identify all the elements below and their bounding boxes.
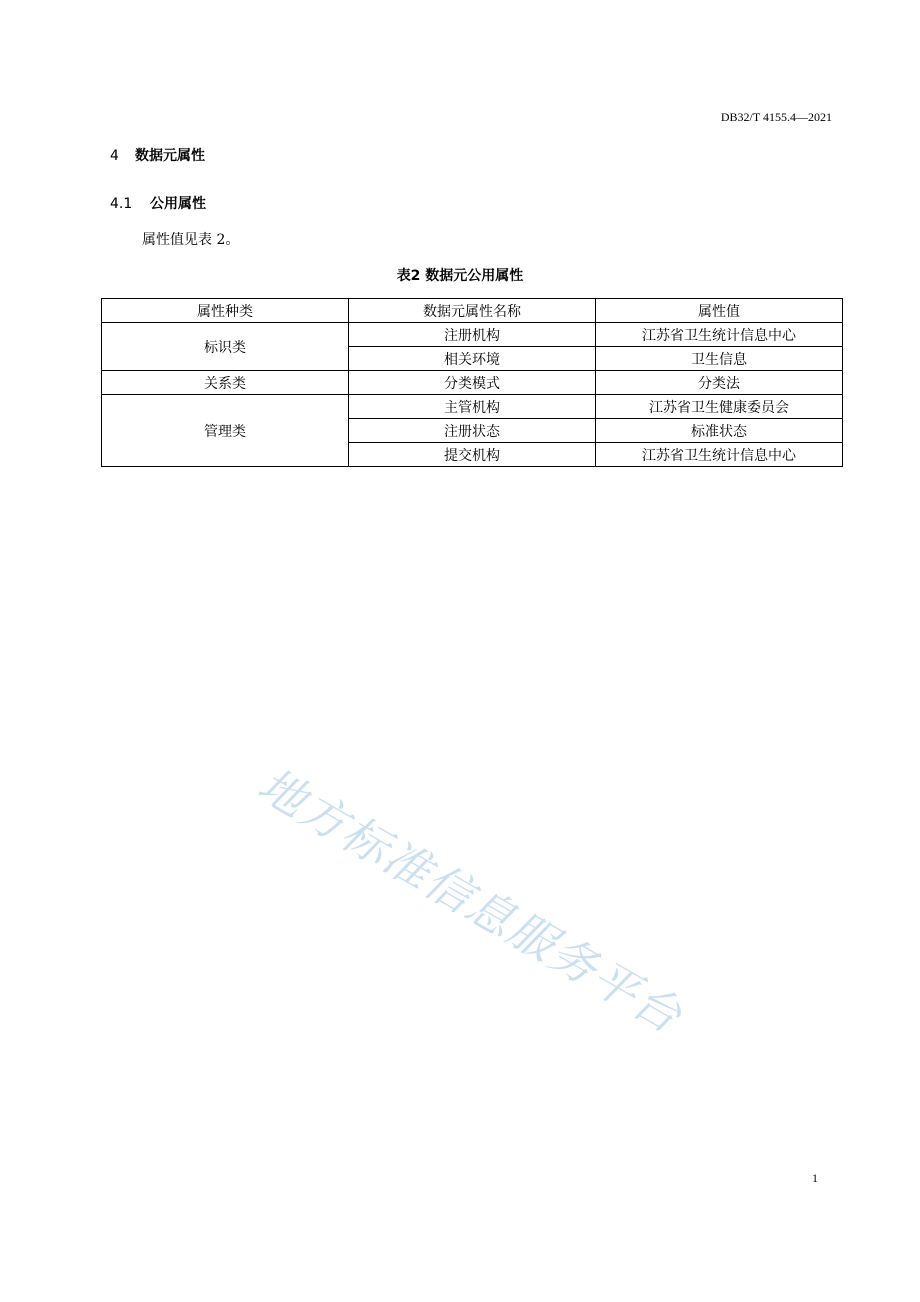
category-cell: 关系类 xyxy=(102,371,349,395)
attribute-value-cell: 卫生信息 xyxy=(596,347,843,371)
section-number: 4 xyxy=(110,148,119,164)
watermark: 地方标准信息服务平台 xyxy=(249,757,692,1044)
table-row xyxy=(102,323,843,347)
attribute-table xyxy=(101,298,843,467)
table-header-row xyxy=(102,299,843,323)
attribute-name-cell: 主管机构 xyxy=(349,395,596,419)
table-row xyxy=(102,395,843,419)
attribute-value-cell: 江苏省卫生健康委员会 xyxy=(596,395,843,419)
subsection-heading xyxy=(110,193,206,213)
table-caption: 表2 数据元公用属性 xyxy=(396,268,524,284)
attribute-name-cell: 相关环境 xyxy=(349,347,596,371)
attribute-value-cell: 分类法 xyxy=(596,371,843,395)
document-code: DB32/T 4155.4—2021 xyxy=(720,110,832,124)
subsection-title: 公用属性 xyxy=(150,196,206,212)
body-paragraph: 属性值见表 2。 xyxy=(142,232,240,248)
page-number: 1 xyxy=(812,1171,818,1185)
attribute-value-cell: 江苏省卫生统计信息中心 xyxy=(596,323,843,347)
header-attribute-value: 属性值 xyxy=(596,299,843,323)
header-category: 属性种类 xyxy=(102,299,349,323)
subsection-number: 4.1 xyxy=(110,196,133,212)
attribute-value-cell: 标准状态 xyxy=(596,419,843,443)
attribute-value-cell: 江苏省卫生统计信息中心 xyxy=(596,443,843,467)
attribute-name-cell: 注册机构 xyxy=(349,323,596,347)
attribute-name-cell: 注册状态 xyxy=(349,419,596,443)
attribute-name-cell: 提交机构 xyxy=(349,443,596,467)
attribute-name-cell: 分类模式 xyxy=(349,371,596,395)
category-cell: 标识类 xyxy=(102,323,349,371)
section-heading xyxy=(110,145,205,165)
header-attribute-name: 数据元属性名称 xyxy=(349,299,596,323)
table-row xyxy=(102,371,843,395)
category-cell: 管理类 xyxy=(102,395,349,467)
section-title: 数据元属性 xyxy=(135,148,205,164)
